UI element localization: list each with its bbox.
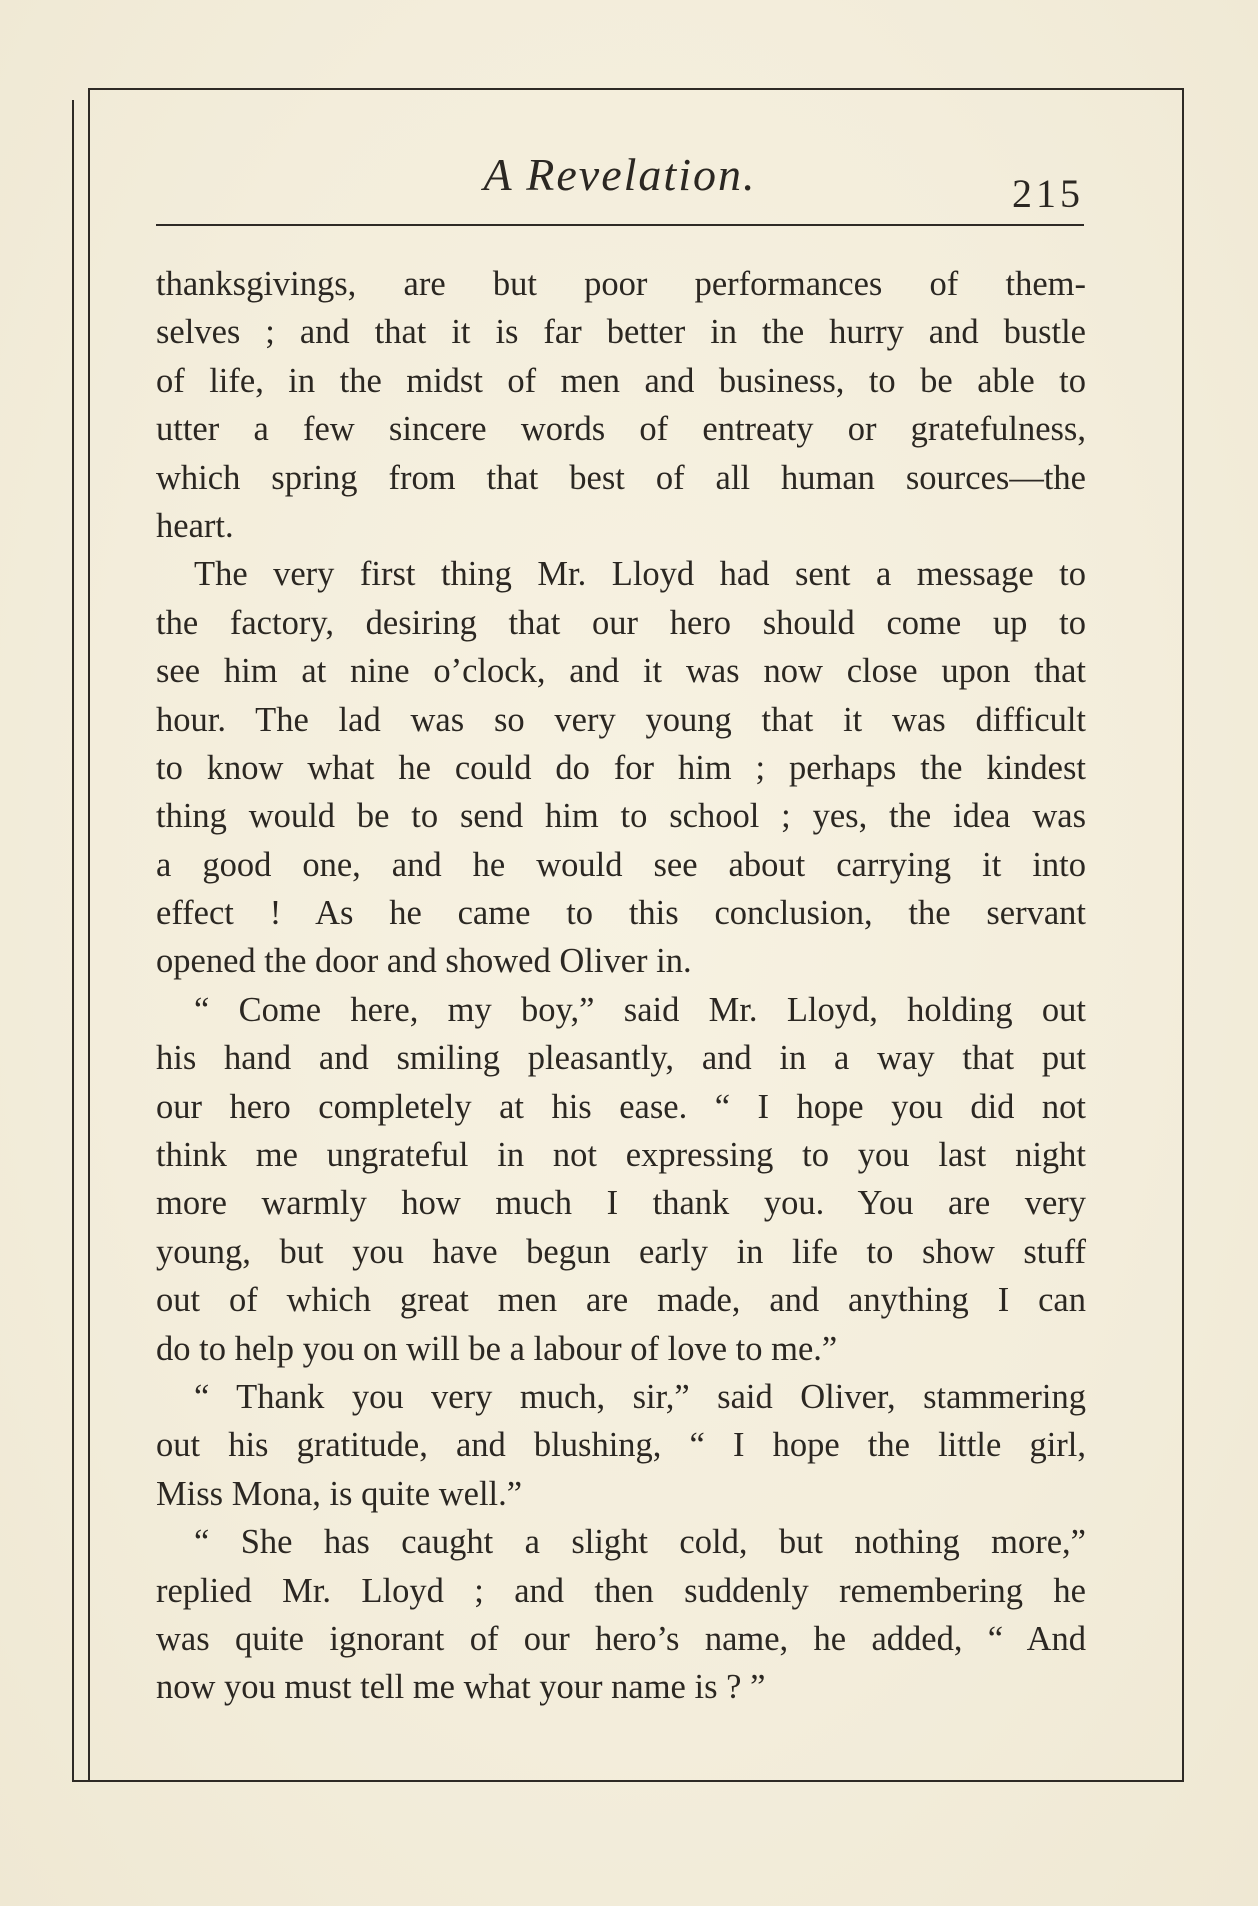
text-line: his hand and smiling pleasantly, and in a way that put [156,1039,1086,1078]
text-line: effect ! As he came to this conclusion, the servant [156,894,1086,933]
running-head-title: A Revelation. [483,149,757,200]
text-line: replied Mr. Lloyd ; and then suddenly remembering he [156,1571,1086,1610]
page-number: 215 [1012,171,1084,216]
page-border-left [72,100,74,1782]
running-head [156,148,1084,228]
text-line: opened the door and showed Oliver in. [156,942,692,981]
header-rule [156,224,1084,226]
text-line: out of which great men are made, and anything I can [156,1281,1086,1320]
text-line: “ Come here, my boy,” said Mr. Lloyd, holding out [194,990,1086,1029]
text-line: was quite ignorant of our hero’s name, he added, “ And [156,1619,1086,1658]
text-line: out his gratitude, and blushing, “ I hope the little girl, [156,1426,1086,1465]
text-line: more warmly how much I thank you. You are very [156,1184,1086,1223]
text-line: thanksgivings, are but poor performances of them- [156,265,1086,303]
text-line: young, but you have begun early in life to show stuff [156,1232,1086,1271]
text-line: our hero completely at his ease. “ I hope you did not [156,1087,1086,1126]
text-line: hour. The lad was so very young that it was difficult [156,700,1086,739]
text-line: of life, in the midst of men and business, to be able to [156,361,1086,400]
body-text [156,260,1086,1712]
text-line: do to help you on will be a labour of love to me.” [156,1329,838,1368]
text-line: utter a few sincere words of entreaty or gratefulness, [156,410,1086,449]
text-line: thing would be to send him to school ; yes, the idea was [156,797,1086,836]
text-line: which spring from that best of all human sources—the [156,458,1086,497]
page-border-bottom [72,1780,1172,1782]
text-line: a good one, and he would see about carrying it into [156,845,1086,884]
text-line: Miss Mona, is quite well.” [156,1474,523,1513]
text-line: think me ungrateful in not expressing to you last night [156,1136,1086,1175]
text-line: heart. [156,506,234,545]
text-line: The very first thing Mr. Lloyd had sent a message to [194,555,1086,594]
text-line: selves ; and that it is far better in the hurry and bustle [156,313,1086,352]
text-line: now you must tell me what your name is ? ” [156,1668,766,1707]
text-line: the factory, desiring that our hero should come up to [156,603,1086,642]
text-line: “ Thank you very much, sir,” said Oliver, stammering [194,1377,1086,1416]
text-line: “ She has caught a slight cold, but nothing more,” [194,1523,1086,1562]
text-line: to know what he could do for him ; perhaps the kindest [156,748,1086,787]
text-line: see him at nine o’clock, and it was now close upon that [156,652,1086,691]
